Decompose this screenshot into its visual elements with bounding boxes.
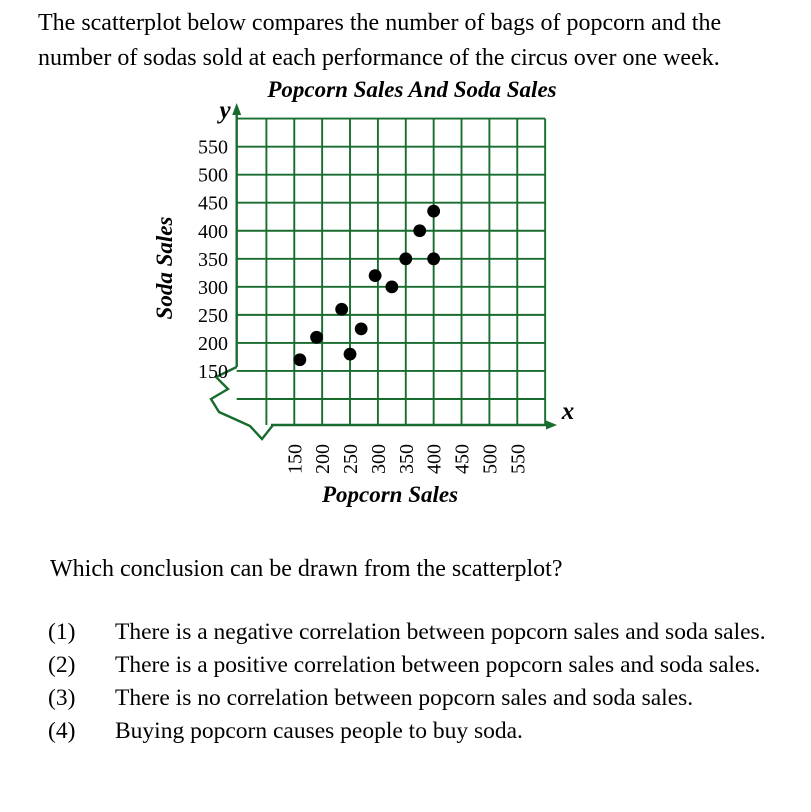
data-point [344,348,357,361]
option-text: There is no correlation between popcorn sales and soda sales. [115,685,694,711]
x-tick-label: 250 [340,444,363,474]
scatterplot [140,75,600,525]
data-point [427,252,440,265]
y-tick-label: 500 [198,164,228,187]
y-tick-label: 150 [198,360,228,383]
data-points [293,205,440,366]
x-axis-arrow [546,421,557,430]
y-tick-label: 450 [198,192,228,215]
data-point [335,303,348,316]
y-axis-arrow [232,103,241,115]
data-point [413,224,426,237]
option-text: There is a positive correlation between popcorn sales and soda sales. [115,652,761,678]
option-number: (2) [48,652,76,678]
y-tick-label: 200 [198,332,228,355]
option-number: (1) [48,619,76,645]
y-tick-label: 300 [198,276,228,299]
x-tick-label: 400 [423,444,446,474]
x-tick-label: 150 [284,444,307,474]
y-tick-label: 350 [198,248,228,271]
x-tick-label: 200 [312,444,335,474]
option-text: Buying popcorn causes people to buy soda. [115,718,523,744]
x-tick-label: 500 [479,444,502,474]
y-axis-title: Soda Sales [152,216,177,320]
chart-title: Popcorn Sales And Soda Sales [267,77,557,102]
data-point [369,269,382,282]
y-tick-label: 250 [198,304,228,327]
data-point [427,205,440,218]
question-text: Which conclusion can be drawn from the scatterplot? [50,556,563,582]
gridlines [237,119,545,425]
answer-option [48,617,805,648]
data-point [310,331,323,344]
x-tick-label: 350 [395,444,418,474]
x-axis-symbol: x [561,398,575,425]
y-axis-symbol: y [219,97,231,124]
data-point [355,323,368,336]
answer-option [48,716,805,747]
data-point [293,353,306,366]
option-text: There is a negative correlation between popcorn sales and soda sales. [115,619,766,645]
answer-options [48,617,805,749]
option-number: (3) [48,685,76,711]
y-tick-label: 550 [198,136,228,159]
data-point [385,280,398,293]
data-point [399,252,412,265]
x-tick-label: 450 [451,444,474,474]
answer-option [48,650,805,681]
option-number: (4) [48,718,76,744]
x-tick-label: 550 [507,444,530,474]
answer-option [48,683,805,714]
intro-paragraph: The scatterplot below compares the number of bags of popcorn and the number of sodas sold at each performance of the circus over one week. [38,10,722,71]
y-tick-label: 400 [198,220,228,243]
x-tick-label: 300 [367,444,390,474]
x-axis-title: Popcorn Sales [321,482,459,507]
scatterplot-figure [140,75,600,525]
